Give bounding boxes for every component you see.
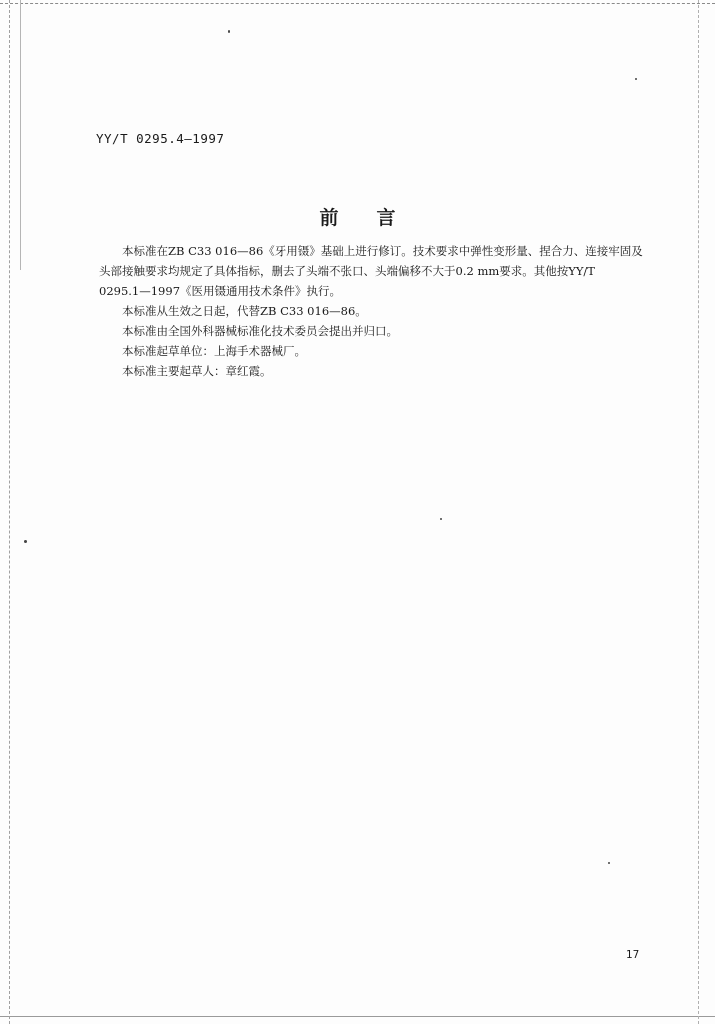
scan-speck	[228, 30, 230, 33]
scan-speck	[24, 540, 27, 543]
body-line: 本标准由全国外科器械标准化技术委员会提出并归口。	[99, 324, 398, 338]
page-number: 17	[626, 949, 640, 961]
section-title: 前言	[319, 207, 434, 229]
body-line: 头部接触要求均规定了具体指标，删去了头端不张口、头端偏移不大于0.2 mm要求。其他按YY/T	[99, 264, 595, 278]
document-code: YY/T 0295.4—1997	[96, 131, 225, 146]
body-line: 本标准在ZB C33 016—86《牙用镊》基础上进行修订。技术要求中弹性变形量、捏合力、连接牢固及	[99, 244, 643, 258]
scan-border-top	[0, 3, 715, 4]
body-line: 本标准主要起草人：章红霞。	[99, 364, 272, 378]
body-line: 本标准起草单位：上海手术器械厂。	[99, 344, 306, 358]
scan-border-bottom	[0, 1016, 715, 1017]
scan-speck	[608, 862, 610, 864]
scan-speck	[635, 78, 637, 80]
body-line: 本标准从生效之日起，代替ZB C33 016—86。	[99, 304, 367, 318]
scan-speck	[440, 518, 442, 520]
scan-border-right	[698, 0, 699, 1024]
body-line: 0295.1—1997《医用镊通用技术条件》执行。	[99, 284, 342, 298]
scan-border-left	[9, 0, 10, 1024]
